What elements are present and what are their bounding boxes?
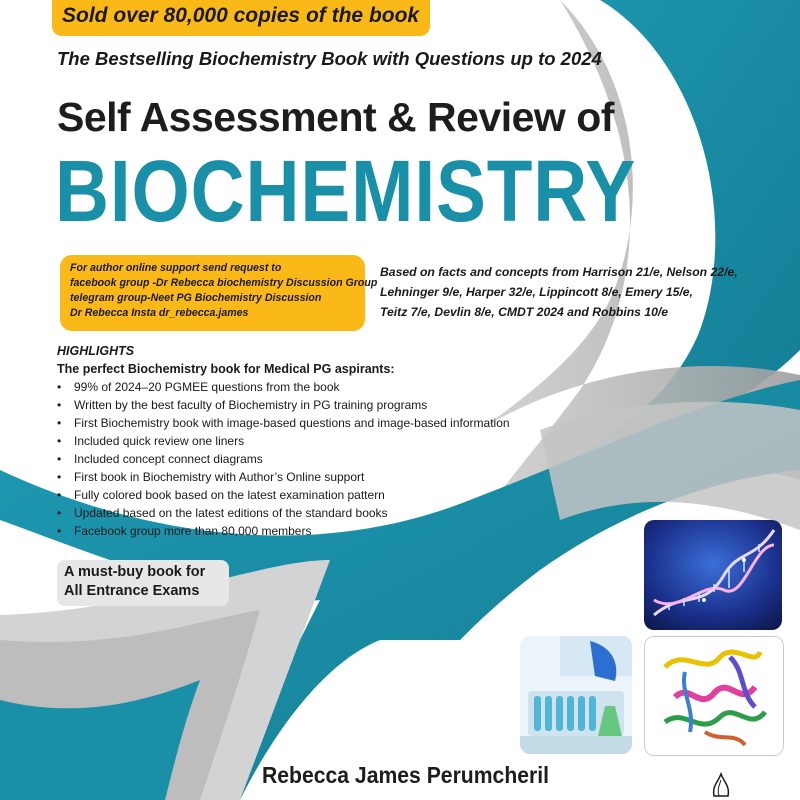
based-on-line: Teitz 7/e, Devlin 8/e, CMDT 2024 and Robbins 10/e [380, 305, 669, 319]
support-line: telegram group-Neet PG Biochemistry Discussion [70, 292, 322, 304]
highlight-item: • First Biochemistry book with image-based questions and image-based information [57, 416, 510, 430]
must-buy-line: A must-buy book for [64, 564, 206, 580]
dna-image [644, 520, 782, 630]
publisher-logo-icon [706, 772, 736, 800]
lab-tubes-image [520, 636, 632, 754]
tagline: The Bestselling Biochemistry Book with Questions up to 2024 [57, 48, 602, 69]
support-line: facebook group -Dr Rebecca biochemistry Discussion Group [70, 277, 378, 289]
highlights-subtitle: The perfect Biochemistry book for Medical PG aspirants: [57, 362, 395, 376]
support-line: For author online support send request to [70, 262, 282, 274]
highlight-item: • Included concept connect diagrams [57, 452, 263, 466]
title-line-1: Self Assessment & Review of [57, 94, 614, 140]
based-on-line: Lehninger 9/e, Harper 32/e, Lippincott 8/e, Emery 15/e, [380, 285, 693, 299]
must-buy-box [57, 560, 229, 606]
highlight-item: • Written by the best faculty of Biochemistry in PG training programs [57, 398, 428, 412]
highlight-item: • Included quick review one liners [57, 434, 245, 448]
based-on-line: Based on facts and concepts from Harrison 21/e, Nelson 22/e, [380, 265, 738, 279]
highlight-item: • Fully colored book based on the latest examination pattern [57, 488, 385, 502]
highlight-item: • Updated based on the latest editions of the standard books [57, 506, 388, 520]
copies-sold-text: Sold over 80,000 copies of the book [62, 4, 420, 27]
author-name: Rebecca James Perumcheril [262, 762, 550, 788]
author-support-box [60, 255, 378, 331]
copies-sold-badge [52, 0, 430, 36]
must-buy-line: All Entrance Exams [64, 583, 200, 599]
support-line: Dr Rebecca Insta dr_rebecca.james [70, 307, 249, 319]
highlights-heading: HIGHLIGHTS [57, 344, 135, 358]
highlight-item: • 99% of 2024–20 PGMEE questions from the book [57, 380, 340, 394]
protein-structure-image [644, 636, 784, 756]
title-line-2: BIOCHEMISTRY [55, 143, 637, 240]
highlight-item: • Facebook group more than 80,000 members [57, 524, 312, 538]
highlight-item: • First book in Biochemistry with Author’s Online support [57, 470, 365, 484]
